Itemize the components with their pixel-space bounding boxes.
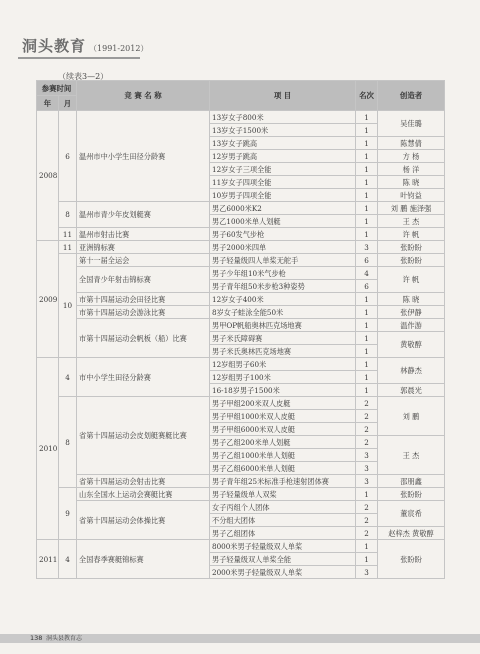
item-cell: 男子2000米四单 (210, 241, 356, 254)
creator-cell: 刘 鹏 (378, 397, 445, 436)
rank-cell: 1 (356, 306, 378, 319)
col-creator: 创造者 (378, 81, 445, 111)
rank-cell: 1 (356, 540, 378, 553)
footer-title: 洞头县教育志 (46, 635, 83, 642)
rank-cell: 3 (356, 462, 378, 475)
event-cell: 市第十四届运动会田径比赛 (77, 293, 210, 306)
col-month: 月 (59, 96, 77, 111)
item-cell: 12岁男子跳高 (210, 150, 356, 163)
creator-cell: 吴佳璐 (378, 111, 445, 137)
continuation-label: （续表3—2） (58, 72, 109, 81)
item-cell: 男甲OP帆船奥林匹克场地赛 (210, 319, 356, 332)
table-row (37, 202, 445, 215)
rank-cell: 1 (356, 371, 378, 384)
col-year: 年 (37, 96, 59, 111)
table-row (37, 111, 445, 124)
rank-cell: 2 (356, 527, 378, 540)
rank-cell: 1 (356, 228, 378, 241)
item-cell: 男子少年组10米气步枪 (210, 267, 356, 280)
creator-cell: 黄敬醇 (378, 332, 445, 358)
month-cell: 10 (59, 254, 77, 358)
item-cell: 10岁男子四项全能 (210, 189, 356, 202)
month-cell: 11 (59, 228, 77, 241)
table-row (37, 475, 445, 488)
item-cell: 11岁女子四项全能 (210, 176, 356, 189)
item-cell: 男子轻量级四人单桨无舵手 (210, 254, 356, 267)
year-cell: 2008 (37, 111, 59, 241)
item-cell: 8000米男子轻量级双人单桨 (210, 540, 356, 553)
rank-cell: 1 (356, 163, 378, 176)
item-cell: 男子乙组200米单人划艇 (210, 436, 356, 449)
item-cell: 男子乙组1000米单人划艇 (210, 449, 356, 462)
event-cell: 山东全国水上运动会赛艇比赛 (77, 488, 210, 501)
item-cell: 男子甲组6000米双人皮艇 (210, 423, 356, 436)
creator-cell: 林静杰 (378, 358, 445, 384)
event-cell: 省第十四届运动会皮划艇赛艇比赛 (77, 397, 210, 475)
creator-cell: 方 杨 (378, 150, 445, 163)
event-cell: 第十一届全运会 (77, 254, 210, 267)
table-row (37, 306, 445, 319)
item-cell: 12岁组男子100米 (210, 371, 356, 384)
creator-cell: 赵梓杰 黄敬醇 (378, 527, 445, 540)
item-cell: 男子乙组6000米单人划艇 (210, 462, 356, 475)
rank-cell: 1 (356, 215, 378, 228)
item-cell: 男乙6000米K2 (210, 202, 356, 215)
item-cell: 16-18岁男子1500米 (210, 384, 356, 397)
creator-cell: 王 杰 (378, 436, 445, 475)
creator-cell: 温作游 (378, 319, 445, 332)
creator-cell: 董宸希 (378, 501, 445, 527)
creator-cell: 张盼盼 (378, 241, 445, 254)
rank-cell: 2 (356, 397, 378, 410)
rank-cell: 4 (356, 267, 378, 280)
rank-cell: 2 (356, 410, 378, 423)
item-cell: 女子丙组个人团体 (210, 501, 356, 514)
rank-cell: 1 (356, 293, 378, 306)
item-cell: 13岁女子1500米 (210, 124, 356, 137)
header-years: （1991-2012） (89, 44, 149, 53)
rank-cell: 1 (356, 137, 378, 150)
item-cell: 男子米氏障碍赛 (210, 332, 356, 345)
event-cell: 市第十四届运动会游泳比赛 (77, 306, 210, 319)
rank-cell: 1 (356, 358, 378, 371)
event-cell: 亚洲锦标赛 (77, 241, 210, 254)
rank-cell: 2 (356, 436, 378, 449)
event-cell: 温州市射击比赛 (77, 228, 210, 241)
header-rule (18, 57, 140, 59)
event-cell: 市中小学生田径分龄赛 (77, 358, 210, 397)
table-row (37, 267, 445, 280)
creator-cell: 杨 洋 (378, 163, 445, 176)
item-cell: 男子轻量级双人单桨全能 (210, 553, 356, 566)
item-cell: 男子甲组1000米双人皮艇 (210, 410, 356, 423)
col-time-group: 参赛时间 (37, 81, 77, 96)
year-cell: 2011 (37, 540, 59, 579)
item-cell: 男子甲组200米双人皮艇 (210, 397, 356, 410)
rank-cell: 1 (356, 345, 378, 358)
table-row (37, 488, 445, 501)
table-header-row (37, 81, 445, 96)
rank-cell: 3 (356, 449, 378, 462)
page-header (22, 36, 148, 56)
month-cell: 6 (59, 111, 77, 202)
table-row (37, 228, 445, 241)
rank-cell: 1 (356, 319, 378, 332)
item-cell: 男乙1000米单人划艇 (210, 215, 356, 228)
item-cell: 男子青年组25米标准手枪速射团体赛 (210, 475, 356, 488)
rank-cell: 1 (356, 150, 378, 163)
creator-cell: 张盼盼 (378, 540, 445, 579)
table-row (37, 501, 445, 514)
creator-cell: 许 帆 (378, 228, 445, 241)
rank-cell: 3 (356, 475, 378, 488)
month-cell: 9 (59, 488, 77, 540)
item-cell: 男子乙组团体 (210, 527, 356, 540)
item-cell: 12岁女子400米 (210, 293, 356, 306)
creator-cell: 刘 鹏 施泽强 (378, 202, 445, 215)
rank-cell: 6 (356, 280, 378, 293)
rank-cell: 1 (356, 124, 378, 137)
header-brand: 洞头教育 (22, 37, 87, 55)
item-cell: 男子米氏奥林匹克场地赛 (210, 345, 356, 358)
rank-cell: 2 (356, 423, 378, 436)
year-cell: 2009 (37, 241, 59, 358)
rank-cell: 2 (356, 514, 378, 527)
item-cell: 12岁组男子60米 (210, 358, 356, 371)
creator-cell: 许 帆 (378, 267, 445, 293)
month-cell: 8 (59, 397, 77, 488)
rank-cell: 3 (356, 566, 378, 579)
creator-cell: 陈慧倩 (378, 137, 445, 150)
rank-cell: 1 (356, 176, 378, 189)
records-table (36, 80, 445, 579)
table-row (37, 241, 445, 254)
rank-cell: 1 (356, 488, 378, 501)
event-cell: 省第十四届运动会射击比赛 (77, 475, 210, 488)
rank-cell: 1 (356, 202, 378, 215)
creator-cell: 王 杰 (378, 215, 445, 228)
creator-cell: 张盼盼 (378, 488, 445, 501)
rank-cell: 3 (356, 241, 378, 254)
item-cell: 13岁女子跳高 (210, 137, 356, 150)
rank-cell: 1 (356, 384, 378, 397)
item-cell: 8岁女子蛙泳全能50米 (210, 306, 356, 319)
item-cell: 13岁女子800米 (210, 111, 356, 124)
rank-cell: 2 (356, 501, 378, 514)
rank-cell: 6 (356, 254, 378, 267)
table-row (37, 358, 445, 371)
creator-cell: 张伊静 (378, 306, 445, 319)
table-row (37, 319, 445, 332)
item-cell: 男子轻量级单人双桨 (210, 488, 356, 501)
rank-cell: 1 (356, 332, 378, 345)
year-cell: 2010 (37, 358, 59, 540)
table-row (37, 254, 445, 267)
item-cell: 2000米男子轻量级双人单桨 (210, 566, 356, 579)
item-cell: 不分组大团体 (210, 514, 356, 527)
rank-cell: 1 (356, 553, 378, 566)
rank-cell: 1 (356, 111, 378, 124)
month-cell: 8 (59, 202, 77, 228)
item-cell: 12岁女子三项全能 (210, 163, 356, 176)
rank-cell: 1 (356, 189, 378, 202)
creator-cell: 郭晨光 (378, 384, 445, 397)
event-cell: 温州市中小学生田径分龄赛 (77, 111, 210, 202)
item-cell: 男子60发气步枪 (210, 228, 356, 241)
creator-cell: 叶钧益 (378, 189, 445, 202)
event-cell: 温州市青少年皮划艇赛 (77, 202, 210, 228)
event-cell: 全国春季赛艇锦标赛 (77, 540, 210, 579)
creator-cell: 张盼盼 (378, 254, 445, 267)
col-rank: 名次 (356, 81, 378, 111)
creator-cell: 邵朋鑫 (378, 475, 445, 488)
event-cell: 全国青少年射击锦标赛 (77, 267, 210, 293)
page-number: 138 (30, 634, 43, 642)
table-row (37, 540, 445, 553)
table-row (37, 293, 445, 306)
col-item: 项 目 (210, 81, 356, 111)
event-cell: 省第十四届运动会体操比赛 (77, 501, 210, 540)
item-cell: 男子青年组50米步枪3种姿势 (210, 280, 356, 293)
event-cell: 市第十四届运动会帆板（船）比赛 (77, 319, 210, 358)
month-cell: 11 (59, 241, 77, 254)
col-event: 竞 赛 名 称 (77, 81, 210, 111)
creator-cell: 陈 晓 (378, 293, 445, 306)
table-row (37, 397, 445, 410)
creator-cell: 陈 晓 (378, 176, 445, 189)
month-cell: 4 (59, 358, 77, 397)
month-cell: 4 (59, 540, 77, 579)
